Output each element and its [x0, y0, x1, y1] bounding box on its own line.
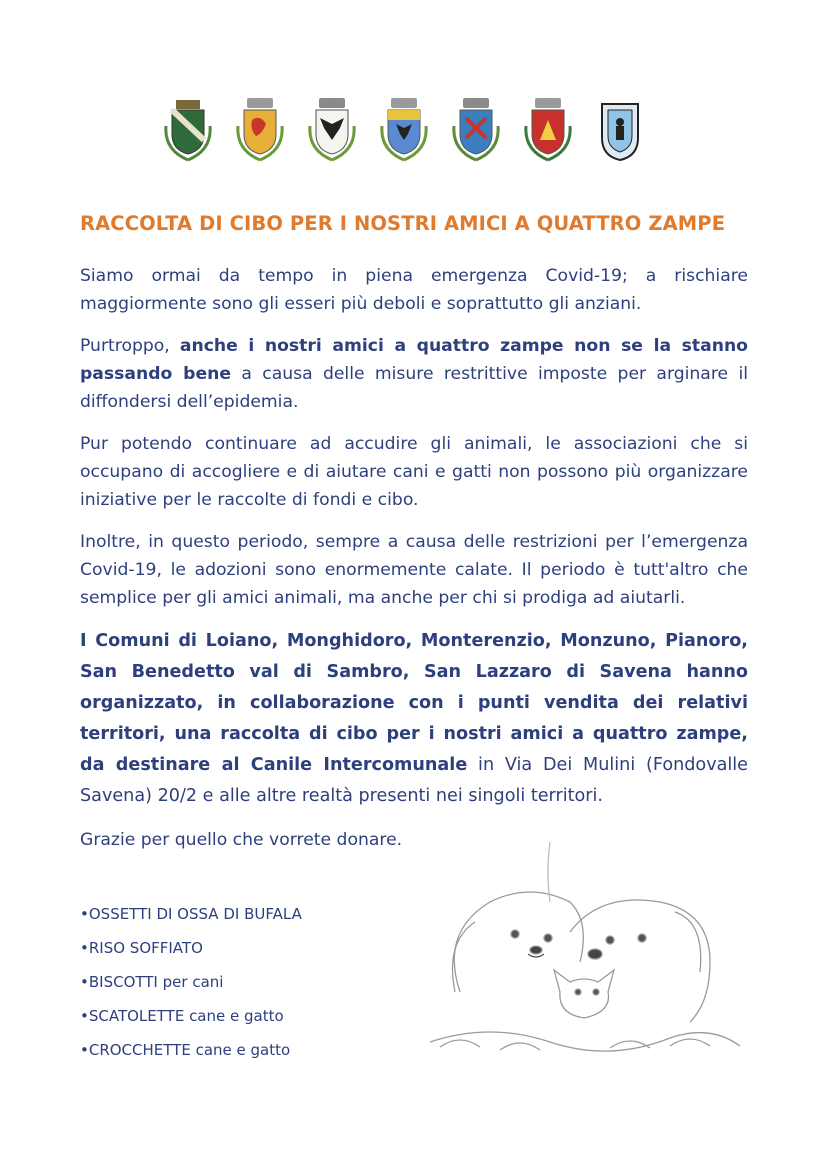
item-caps: OSSETTI DI OSSA DI BUFALA [88, 905, 302, 923]
item-rest: cane e gatto [184, 1007, 284, 1025]
item-rest: per cani [157, 973, 224, 991]
list-item: •OSSETTI DI OSSA DI BUFALA [80, 905, 302, 923]
page-title: RACCOLTA DI CIBO PER I NOSTRI AMICI A QUATTRO ZAMPE [80, 212, 726, 235]
list-item: •SCATOLETTE cane e gatto [80, 1007, 284, 1025]
item-caps: BISCOTTI [88, 973, 158, 991]
paragraph-pets-tail: a causa delle misure restrittive imposte per arginare il diffondersi dell’epidemia. [80, 364, 748, 412]
donation-items-list [80, 900, 302, 1070]
paragraph-pets-bold: anche i nostri amici a quattro zampe non se la stanno passando bene [80, 336, 748, 384]
paragraph-intro: Siamo ormai da tempo in piena emergenza Covid-19; a rischiare maggiormente sono gli esseri più deboli e soprattutto gli anziani. [80, 266, 748, 314]
crest-monterenzio-icon [302, 96, 362, 168]
list-item: •BISCOTTI per cani [80, 973, 224, 991]
paragraph-municipalities [80, 626, 748, 812]
letter-body [80, 262, 748, 868]
crest-pianoro-icon [446, 96, 506, 168]
item-caps: CROCCHETTE [88, 1041, 191, 1059]
item-rest: cane e gatto [190, 1041, 291, 1059]
paragraph-pets-lead: Purtroppo, [80, 336, 180, 356]
paragraph-adoptions: Inoltre, in questo periodo, sempre a causa delle restrizioni per l’emergenza Covid-19, le adozioni sono enormemente calate. Il periodo è tutt'altro che semplice per gli amici animali, ma anche per chi si prodiga ad aiutarli. [80, 532, 748, 608]
crest-san-lazzaro-icon [590, 96, 650, 168]
puppies-kitten-sketch-image [420, 842, 750, 1062]
municipal-crests-row [158, 96, 650, 168]
crest-monzuno-icon [374, 96, 434, 168]
paragraph-municipalities-bold: I Comuni di Loiano, Monghidoro, Monterenzio, Monzuno, Pianoro, San Benedetto val di Sambro, San Lazzaro di Savena hanno organizzato, in collaborazione con i punti vendita dei relativi territori, una raccolta di cibo per i nostri amici a quattro zampe, da destinare al Canile Intercomunale [80, 631, 748, 775]
list-item: •RISO SOFFIATO [80, 939, 203, 957]
list-item: •CROCCHETTE cane e gatto [80, 1041, 291, 1059]
crest-san-benedetto-icon [518, 96, 578, 168]
paragraph-associations: Pur potendo continuare ad accudire gli animali, le associazioni che si occupano di accogliere e di aiutare cani e gatti non possono più organizzare iniziative per le raccolte di fondi e cibo. [80, 434, 748, 510]
paragraph-pets [80, 332, 748, 416]
item-caps: SCATOLETTE [88, 1007, 185, 1025]
crest-monghidoro-icon [230, 96, 290, 168]
item-caps: RISO SOFFIATO [88, 939, 203, 957]
crest-loiano-icon [158, 96, 218, 168]
paragraph-thanks: Grazie per quello che vorrete donare. [80, 830, 403, 850]
paragraph-municipalities-tail: in Via Dei Mulini (Fondovalle Savena) 20/2 e alle altre realtà presenti nei singoli territori. [80, 755, 748, 806]
